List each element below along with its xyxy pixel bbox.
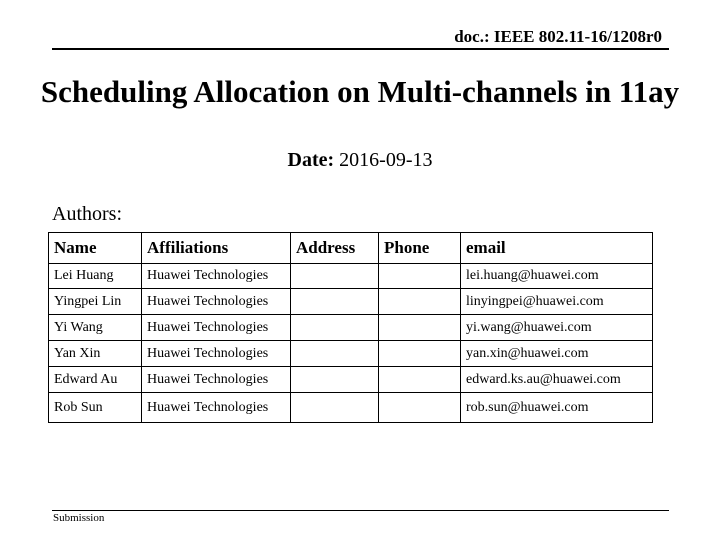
authors-table (48, 232, 653, 423)
author-affiliation: Huawei Technologies (142, 289, 291, 315)
author-email: rob.sun@huawei.com (461, 393, 653, 423)
column-header-phone: Phone (379, 233, 461, 264)
author-email: lei.huang@huawei.com (461, 264, 653, 289)
table-row (49, 264, 653, 289)
column-header-name: Name (49, 233, 142, 264)
author-affiliation: Huawei Technologies (142, 367, 291, 393)
footer-divider (52, 510, 669, 511)
footer-submission: Submission (53, 512, 105, 524)
table-header-row (49, 233, 653, 264)
author-address (291, 264, 379, 289)
author-address (291, 393, 379, 423)
authors-label: Authors: (52, 203, 122, 225)
author-email: yi.wang@huawei.com (461, 315, 653, 341)
column-header-address: Address (291, 233, 379, 264)
table-row (49, 341, 653, 367)
table-row (49, 315, 653, 341)
author-affiliation: Huawei Technologies (142, 341, 291, 367)
author-affiliation: Huawei Technologies (142, 264, 291, 289)
author-phone (379, 367, 461, 393)
author-address (291, 367, 379, 393)
author-affiliation: Huawei Technologies (142, 315, 291, 341)
author-name: Yingpei Lin (49, 289, 142, 315)
table-row (49, 289, 653, 315)
document-id: doc.: IEEE 802.11-16/1208r0 (454, 27, 662, 46)
author-name: Lei Huang (49, 264, 142, 289)
date-line (0, 149, 720, 172)
date-label: Date: (287, 149, 335, 171)
author-name: Rob Sun (49, 393, 142, 423)
author-address (291, 341, 379, 367)
author-phone (379, 393, 461, 423)
author-name: Yan Xin (49, 341, 142, 367)
author-address (291, 289, 379, 315)
table-row (49, 367, 653, 393)
author-name: Yi Wang (49, 315, 142, 341)
date-value: 2016-09-13 (339, 149, 433, 171)
column-header-affiliations: Affiliations (142, 233, 291, 264)
author-email: edward.ks.au@huawei.com (461, 367, 653, 393)
author-phone (379, 289, 461, 315)
author-name: Edward Au (49, 367, 142, 393)
author-phone (379, 315, 461, 341)
table-row (49, 393, 653, 423)
author-affiliation: Huawei Technologies (142, 393, 291, 423)
author-address (291, 315, 379, 341)
author-phone (379, 264, 461, 289)
author-email: linyingpei@huawei.com (461, 289, 653, 315)
author-phone (379, 341, 461, 367)
slide-title: Scheduling Allocation on Multi-channels in 11ay (40, 74, 680, 109)
author-email: yan.xin@huawei.com (461, 341, 653, 367)
header-divider (52, 48, 669, 50)
column-header-email: email (461, 233, 653, 264)
